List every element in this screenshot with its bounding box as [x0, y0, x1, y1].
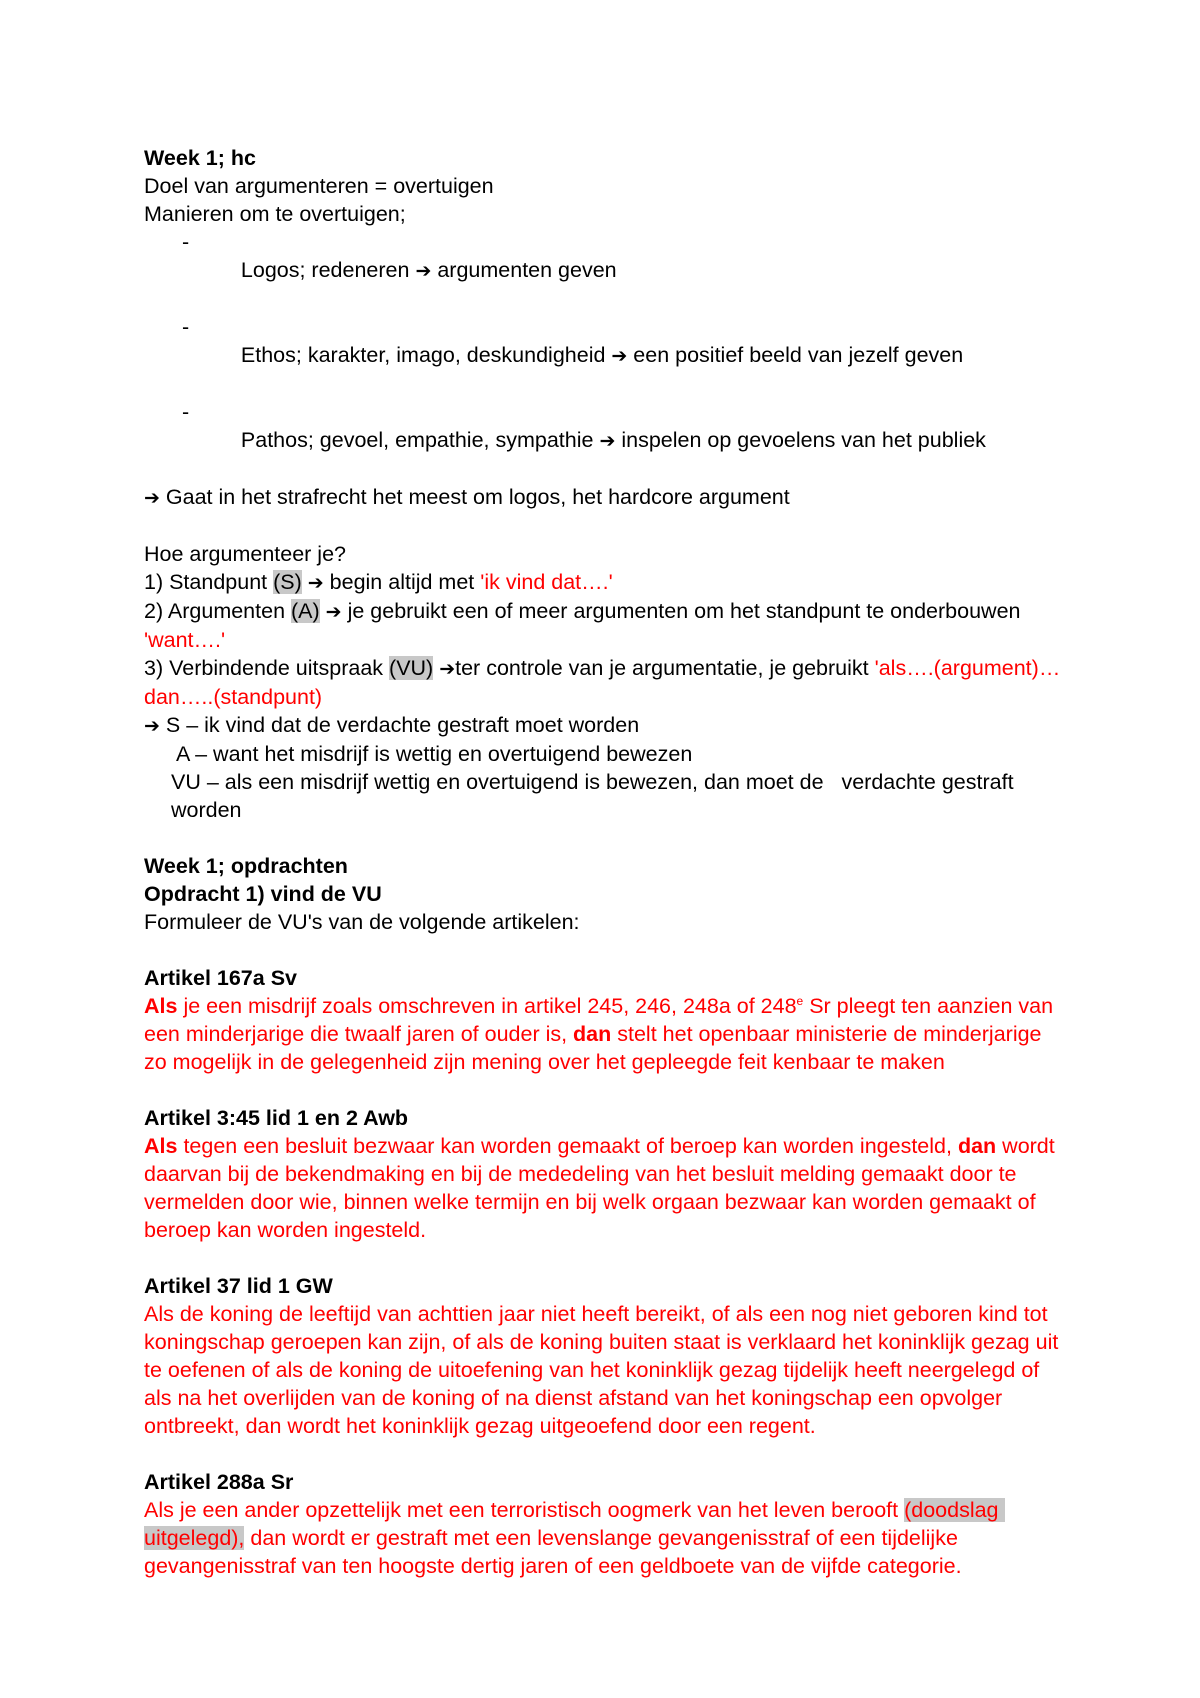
opdracht-subtitle: Opdracht 1) vind de VU: [144, 882, 382, 906]
article-text: Als je een misdrijf zoals omschreven in artikel 245, 246, 248a of 248e Sr pleegt ten aanzien van een minderjarige die twaalf jaren of ouder is, dan stelt het openbaar ministerie de minderjarige zo mogelijk in de gelegenheid zijn mening over het gepleegde feit kenbaar te maken: [144, 993, 1060, 1074]
keyword-dan: dan: [573, 1022, 612, 1046]
article-text: Als je een ander opzettelijk met een terroristisch oogmerk van het leven berooft (doodslag uitgelegd), dan wordt er gestraft met een levenslange gevangenisstraf of een tijdelijke gevangenisstraf van ten hoogste dertig jaren of een geldboete van de vijfde categorie.: [144, 1498, 1005, 1578]
article-text: Als tegen een besluit bezwaar kan worden gemaakt of beroep kan worden ingesteld, dan wordt daarvan bij de bekendmaking en bij de mededeling van het besluit melding gemaakt door te vermelden door wie, binnen welke termijn en bij welk orgaan bezwaar kan worden gemaakt of beroep kan worden ingesteld.: [144, 1134, 1061, 1242]
article-title: Artikel 167a Sv: [144, 966, 297, 990]
article-text: Als de koning de leeftijd van achttien jaar niet heeft bereikt, of als een nog niet geboren kind tot koningschap geroepen kan zijn, of als de koning buiten staat is verklaard het koninklijk gezag uit te oefenen of als de koning de uitoefening van het koninklijk gezag tijdelijk heeft neergelegd of als na het overlijden van de koning of na dienst afstand van het koningschap een opvolger ontbreekt, dan wordt het koninklijk gezag uitgeoefend door een regent.: [144, 1302, 1065, 1438]
step-verbindende-uitspraak: 3) Verbindende uitspraak (VU) ➔ter controle van je argumentatie, je gebruikt 'als….(argument)…dan…..(standpunt): [144, 656, 1061, 709]
arrow-icon: ➔: [611, 345, 628, 367]
highlight-a: (A): [291, 599, 320, 623]
step-argumenten: 2) Argumenten (A) ➔ je gebruikt een of meer argumenten om het standpunt te onderbouwen 'want….': [144, 599, 1027, 652]
highlight-doodslag: (doodslag uitgelegd),: [144, 1498, 1005, 1550]
conclusion-text: ➔ Gaat in het strafrecht het meest om logos, het hardcore argument: [144, 485, 790, 509]
keyword-als: Als: [144, 994, 178, 1018]
bullet-dash: -: [182, 230, 190, 254]
bullet-logos: - Logos; redeneren ➔ argumenten geven: [182, 230, 617, 282]
arrow-icon: ➔: [325, 601, 342, 623]
doel-text: Doel van argumenteren = overtuigen: [144, 174, 494, 198]
arrow-icon: ➔: [144, 715, 160, 737]
bullet-dash: -: [182, 315, 190, 339]
highlight-vu: (VU): [389, 656, 434, 680]
arrow-icon: ➔: [439, 658, 456, 680]
example-s: ➔ S – ik vind dat de verdachte gestraft moet worden: [144, 713, 640, 737]
article-title: Artikel 288a Sr: [144, 1470, 294, 1494]
question-text: Hoe argumenteer je?: [144, 542, 346, 566]
step-standpunt: 1) Standpunt (S) ➔ begin altijd met 'ik vind dat….': [144, 570, 613, 594]
bullet-pathos: - Pathos; gevoel, empathie, sympathie ➔ inspelen op gevoelens van het publiek: [182, 400, 986, 452]
keyword-dan: dan: [957, 1134, 997, 1158]
example-vu: VU – als een misdrijf wettig en overtuigend is bewezen, dan moet de verdachte gestraft worden: [171, 770, 1020, 822]
manieren-text: Manieren om te overtuigen;: [144, 202, 406, 226]
section-title-hc: Week 1; hc: [144, 146, 256, 170]
opdracht-instruction: Formuleer de VU's van de volgende artikelen:: [144, 910, 580, 934]
arrow-icon: ➔: [307, 572, 324, 594]
article-title: Artikel 3:45 lid 1 en 2 Awb: [144, 1106, 409, 1130]
arrow-icon: ➔: [144, 487, 160, 509]
arrow-icon: ➔: [599, 430, 616, 452]
keyword-als: Als: [144, 1134, 178, 1158]
section-title-opdrachten: Week 1; opdrachten: [144, 854, 348, 878]
document-page: [144, 144, 1064, 1580]
bullet-ethos: - Ethos; karakter, imago, deskundigheid ➔ een positief beeld van jezelf geven: [182, 315, 964, 367]
example-a: A – want het misdrijf is wettig en overtuigend bewezen: [176, 742, 693, 766]
highlight-s: (S): [273, 570, 302, 594]
arrow-icon: ➔: [415, 260, 432, 282]
article-title: Artikel 37 lid 1 GW: [144, 1274, 333, 1298]
bullet-dash: -: [182, 400, 190, 424]
